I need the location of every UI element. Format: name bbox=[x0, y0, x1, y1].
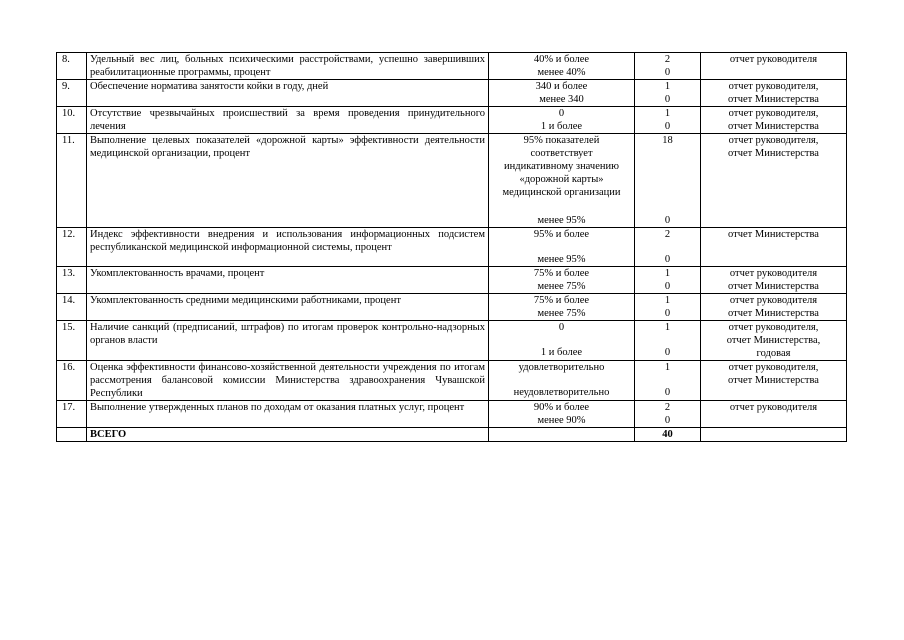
total-row bbox=[57, 428, 847, 442]
criterion-value: 340 и более менее 340 bbox=[535, 81, 588, 105]
source-cell bbox=[701, 107, 847, 134]
indicator-name: Оценка эффективности финансово-хозяйственной деятельности учреждения по итогам рассмотрения балансовой комиссии Министерства здравоохранения Чувашской Республики bbox=[87, 361, 489, 401]
score-cell bbox=[635, 401, 701, 428]
row-number: 15. bbox=[57, 321, 87, 361]
criterion-value: 0 1 и более bbox=[540, 108, 583, 132]
indicator-name: Выполнение целевых показателей «дорожной карты» эффективности деятельности медицинской организации, процент bbox=[87, 134, 489, 228]
criterion-cell bbox=[489, 267, 635, 294]
indicator-name: Индекс эффективности внедрения и использования информационных подсистем республиканской медицинской информационной системы, процент bbox=[87, 228, 489, 267]
row-number: 9. bbox=[57, 80, 87, 107]
criteria-table bbox=[56, 52, 847, 442]
table-row bbox=[57, 267, 847, 294]
source-cell bbox=[701, 267, 847, 294]
indicator-name: Отсутствие чрезвычайных происшествий за время проведения принудительного лечения bbox=[87, 107, 489, 134]
criterion-value: удовлетворительно bbox=[518, 362, 605, 373]
score-cell bbox=[635, 134, 701, 228]
score-cell bbox=[635, 321, 701, 361]
indicator-name: Наличие санкций (предписаний, штрафов) по итогам проверок контрольно-надзорных органов власти bbox=[87, 321, 489, 361]
table-row bbox=[57, 294, 847, 321]
score-value-alt: 0 bbox=[664, 254, 671, 265]
source-text: отчет руководителя, отчет Министерства bbox=[728, 135, 819, 159]
score-value: 2 bbox=[664, 229, 671, 240]
score-value: 1 0 bbox=[664, 108, 671, 132]
score-value: 1 0 bbox=[664, 295, 671, 319]
source-text: отчет руководителя bbox=[729, 54, 818, 65]
criterion-value-alt: менее 95% bbox=[537, 215, 586, 226]
score-cell bbox=[635, 294, 701, 321]
table-row bbox=[57, 228, 847, 267]
indicator-name: Обеспечение норматива занятости койки в году, дней bbox=[87, 80, 489, 107]
score-value: 18 bbox=[662, 135, 673, 146]
criterion-cell bbox=[489, 228, 635, 267]
row-number: 14. bbox=[57, 294, 87, 321]
criterion-value: 90% и более менее 90% bbox=[533, 402, 590, 426]
score-cell bbox=[635, 228, 701, 267]
score-cell bbox=[635, 107, 701, 134]
source-text: отчет руководителя, отчет Министерства, годовая bbox=[726, 322, 821, 359]
criterion-value-alt: 1 и более bbox=[540, 347, 583, 358]
source-cell bbox=[701, 53, 847, 80]
criterion-cell bbox=[489, 80, 635, 107]
empty-cell bbox=[57, 428, 87, 442]
indicator-name: Удельный вес лиц, больных психическими расстройствами, успешно завершивших реабилитационные программы, процент bbox=[87, 53, 489, 80]
row-number: 17. bbox=[57, 401, 87, 428]
criterion-cell bbox=[489, 134, 635, 228]
row-number: 12. bbox=[57, 228, 87, 267]
source-cell bbox=[701, 134, 847, 228]
criterion-value: 75% и более менее 75% bbox=[533, 268, 590, 292]
score-cell bbox=[635, 267, 701, 294]
criterion-value: 0 bbox=[558, 322, 565, 333]
criterion-value: 95% и более bbox=[533, 229, 590, 240]
criterion-cell bbox=[489, 321, 635, 361]
criterion-value-alt: неудовлетворительно bbox=[513, 387, 610, 398]
row-number: 10. bbox=[57, 107, 87, 134]
score-value-alt: 0 bbox=[664, 387, 671, 398]
source-text: отчет Министерства bbox=[728, 229, 819, 240]
criterion-cell bbox=[489, 361, 635, 401]
criterion-cell bbox=[489, 53, 635, 80]
row-number: 13. bbox=[57, 267, 87, 294]
score-value: 1 0 bbox=[664, 81, 671, 105]
source-text: отчет руководителя, отчет Министерства bbox=[728, 108, 819, 132]
row-number: 8. bbox=[57, 53, 87, 80]
source-cell bbox=[701, 228, 847, 267]
source-cell bbox=[701, 401, 847, 428]
source-cell bbox=[701, 294, 847, 321]
table-row bbox=[57, 401, 847, 428]
criterion-value: 75% и более менее 75% bbox=[533, 295, 590, 319]
criterion-value: 40% и более менее 40% bbox=[533, 54, 590, 78]
criterion-value-alt: менее 95% bbox=[537, 254, 586, 265]
row-number: 11. bbox=[57, 134, 87, 228]
table-row bbox=[57, 80, 847, 107]
source-cell bbox=[701, 361, 847, 401]
criterion-cell bbox=[489, 107, 635, 134]
indicator-name: Выполнение утвержденных планов по доходам от оказания платных услуг, процент bbox=[87, 401, 489, 428]
source-text: отчет руководителя отчет Министерства bbox=[728, 268, 819, 292]
table-row bbox=[57, 361, 847, 401]
criterion-cell bbox=[489, 401, 635, 428]
score-value-alt: 0 bbox=[664, 215, 671, 226]
indicator-name: Укомплектованность врачами, процент bbox=[87, 267, 489, 294]
criterion-cell bbox=[489, 294, 635, 321]
source-text: отчет руководителя, отчет Министерства bbox=[728, 81, 819, 105]
score-value: 1 0 bbox=[664, 268, 671, 292]
row-number: 16. bbox=[57, 361, 87, 401]
total-value: 40 bbox=[635, 428, 701, 442]
table-row bbox=[57, 53, 847, 80]
score-cell bbox=[635, 53, 701, 80]
score-value: 1 bbox=[664, 362, 671, 373]
source-text: отчет руководителя, отчет Министерства bbox=[728, 362, 819, 386]
score-value: 2 0 bbox=[664, 402, 671, 426]
empty-cell bbox=[489, 428, 635, 442]
source-text: отчет руководителя bbox=[729, 402, 818, 413]
indicator-name: Укомплектованность средними медицинскими работниками, процент bbox=[87, 294, 489, 321]
empty-cell bbox=[701, 428, 847, 442]
source-cell bbox=[701, 80, 847, 107]
table-row bbox=[57, 134, 847, 228]
table-row bbox=[57, 321, 847, 361]
score-value-alt: 0 bbox=[664, 347, 671, 358]
source-text: отчет руководителя отчет Министерства bbox=[728, 295, 819, 319]
table-row bbox=[57, 107, 847, 134]
score-value: 1 bbox=[664, 322, 671, 333]
criterion-value: 95% показателей соответствует индикативному значению «дорожной карты» медицинской организации bbox=[502, 135, 621, 198]
total-label: ВСЕГО bbox=[87, 428, 489, 442]
score-value: 2 0 bbox=[664, 54, 671, 78]
source-cell bbox=[701, 321, 847, 361]
score-cell bbox=[635, 361, 701, 401]
score-cell bbox=[635, 80, 701, 107]
